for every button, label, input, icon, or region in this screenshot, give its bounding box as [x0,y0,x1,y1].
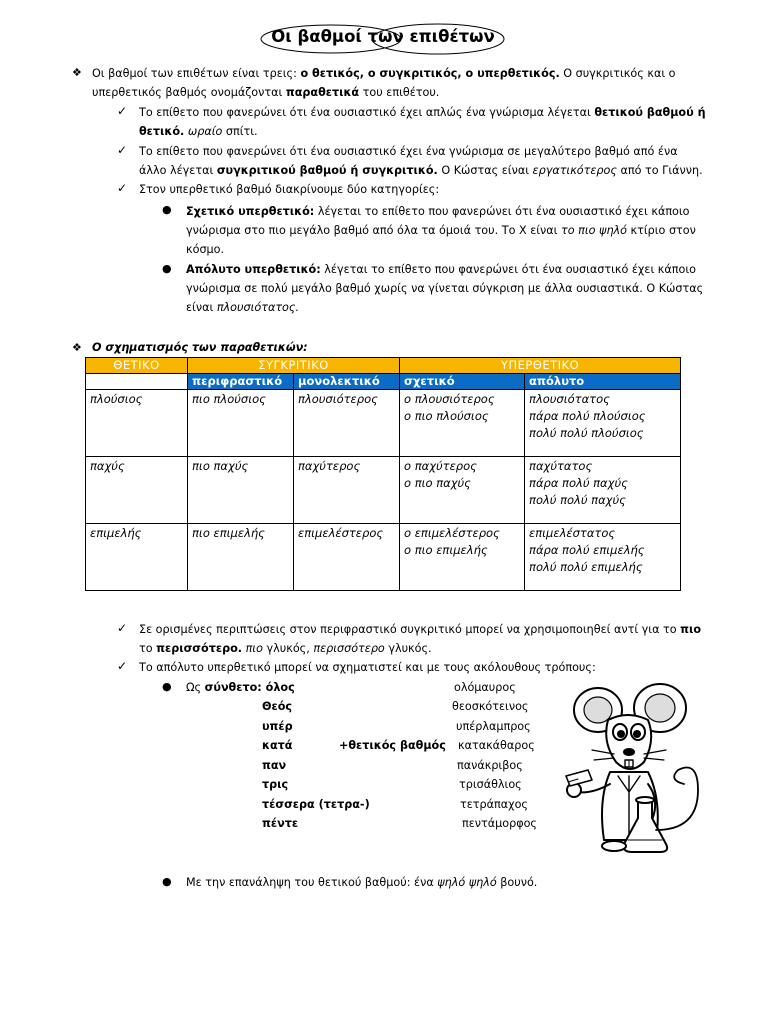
mouse-scientist-illustration [548,680,718,870]
bullet-dot-icon: ● [162,875,172,888]
bullet-dot-icon: ● [162,262,172,275]
table-header-row-2 [86,374,681,390]
intro-line-1: Οι βαθμοί των επιθέτων είναι τρεις: ο θετικός, ο συγκριτικός, ο υπερθετικός. Ο συγκριτικός και ο [92,67,676,80]
header-periphrastic: περιφραστικό [188,374,294,390]
page-title: Οι βαθμοί των επιθέτων [271,27,495,46]
sub-2-line-2: γνώρισμα σε πολύ μεγάλο βαθμό χωρίς να γίνεται σύγκριση με άλλα ουσιαστικά. Ο Κώστας [186,282,704,295]
compound-prefix: τέσσερα (τετρα-) [262,798,370,811]
compound-result: πεντάμορφος [462,817,537,830]
cell-absolute: επιμελέστατος πάρα πολύ επιμελής πολύ πολύ επιμελής [525,524,681,591]
cell-positive: παχύς [86,457,188,524]
cell-positive: πλούσιος [86,390,188,457]
intro-line-2: υπερθετικός βαθμός ονομάζονται παραθετικά του επιθέτου. [92,86,440,99]
compound-result: τετράπαχος [460,798,528,811]
cell-positive: επιμελής [86,524,188,591]
checkmark-icon: ✓ [117,659,128,673]
table-row [86,457,681,524]
checkmark-icon: ✓ [117,104,128,118]
compound-middle: +θετικός βαθμός [339,739,446,752]
compound-prefix: τρις [262,778,289,791]
sub-1-line-1: Σχετικό υπερθετικό: λέγεται το επίθετο που φανερώνει ότι ένα ουσιαστικό έχει κάποιο [186,205,690,218]
compound-result: θεοσκότεινος [452,700,529,713]
bullet-dot-icon: ● [162,680,172,693]
note-2-line: Το απόλυτο υπερθετικό μπορεί να σχηματιστεί και με τους ακόλουθους τρόπους: [139,661,596,674]
checkmark-icon: ✓ [117,143,128,157]
compound-prefix: Θεός [262,700,293,713]
degrees-table [85,357,681,591]
compound-prefix: κατά [262,739,293,752]
check-2-line-2: άλλο λέγεται συγκριτικού βαθμού ή συγκριτικό. Ο Κώστας είναι εργατικότερος από το Γιάννη. [139,164,703,177]
compound-result: κατακάθαρος [458,739,535,752]
header-comparative: ΣΥΓΚΡΙΤΙΚΟ [188,358,400,374]
check-3-line: Στον υπερθετικό βαθμό διακρίνουμε δύο κατηγορίες: [139,183,440,196]
cell-comp-periphrastic: πιο επιμελής [188,524,294,591]
check-1-line-1: Το επίθετο που φανερώνει ότι ένα ουσιαστικό έχει απλώς ένα γνώρισμα λέγεται θετικού βαθμού ή [139,106,706,119]
compound-result: πανάκριβος [457,759,523,772]
header-relative: σχετικό [400,374,525,390]
sub-2-line-3: είναι πλουσιότατος. [186,301,300,314]
compound-result: ολόμαυρος [454,681,516,694]
repetition-line: Με την επανάληψη του θετικού βαθμού: ένα ψηλό ψηλό βουνό. [186,876,538,889]
compound-prefix: παν [262,759,287,772]
header-blank [86,374,188,390]
diamond-bullet-icon: ❖ [72,341,82,354]
cell-absolute: παχύτατος πάρα πολύ παχύς πολύ πολύ παχύς [525,457,681,524]
sub-2-line-1: Απόλυτο υπερθετικό: λέγεται το επίθετο που φανερώνει ότι ένα ουσιαστικό έχει κάποιο [186,263,696,276]
bullet-dot-icon: ● [162,203,172,216]
cell-comp-monolectic: πλουσιότερος [294,390,400,457]
compound-lead: Ως σύνθετο: όλος [186,681,295,694]
compound-result: τρισάθλιος [459,778,522,791]
diamond-bullet-icon: ❖ [72,66,82,79]
checkmark-icon: ✓ [117,181,128,195]
header-monolectic: μονολεκτικό [294,374,400,390]
cell-comp-monolectic: επιμελέστερος [294,524,400,591]
cell-comp-periphrastic: πιο πλούσιος [188,390,294,457]
header-absolute: απόλυτο [525,374,681,390]
sub-1-line-2: γνώρισμα στο πιο μεγάλο βαθμό από όλα τα όμοιά του. Το Χ είναι το πιο ψηλό κτίριο στον [186,224,696,237]
cell-relative: ο επιμελέστερος ο πιο επιμελής [400,524,525,591]
compound-result: υπέρλαμπρος [456,720,531,733]
title-block [258,22,508,56]
check-2-line-1: Το επίθετο που φανερώνει ότι ένα ουσιαστικό έχει ένα γνώρισμα σε μεγαλύτερο βαθμό από ένα [139,145,678,158]
note-1-line-2: το περισσότερο. πιο γλυκός, περισσότερο γλυκός. [139,642,432,655]
check-1-line-2: θετικό. ωραίο σπίτι. [139,125,258,138]
sub-1-line-3: κόσμο. [186,243,225,256]
formation-heading: Ο σχηματισμός των παραθετικών: [92,341,308,354]
header-positive: ΘΕΤΙΚΟ [86,358,188,374]
compound-prefix: υπέρ [262,720,293,733]
note-1-line-1: Σε ορισμένες περιπτώσεις στον περιφραστικό συγκριτικό μπορεί να χρησιμοποιηθεί αντί για το πιο [139,623,702,636]
compound-prefix: πέντε [262,817,299,830]
header-superlative: ΥΠΕΡΘΕΤΙΚΟ [400,358,681,374]
cell-relative: ο πλουσιότερος ο πιο πλούσιος [400,390,525,457]
cell-comp-monolectic: παχύτερος [294,457,400,524]
table-header-row-1 [86,358,681,374]
cell-comp-periphrastic: πιο παχύς [188,457,294,524]
checkmark-icon: ✓ [117,621,128,635]
table-row [86,390,681,457]
cell-absolute: πλουσιότατος πάρα πολύ πλούσιος πολύ πολύ πλούσιος [525,390,681,457]
cell-relative: ο παχύτερος ο πιο παχύς [400,457,525,524]
table-row [86,524,681,591]
